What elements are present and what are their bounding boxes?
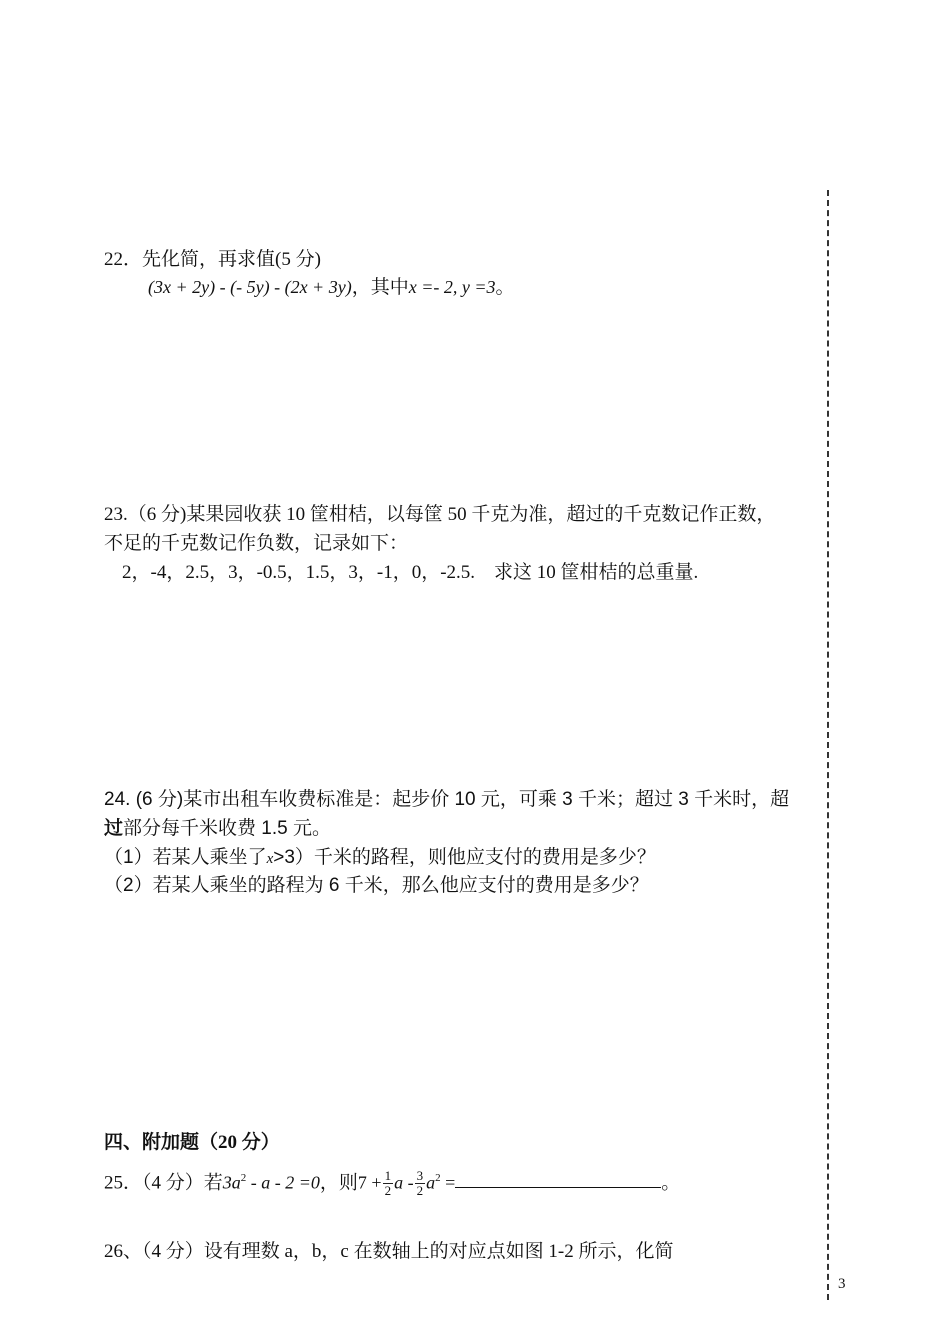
q22-expression: (3x + 2y) - (- 5y) - (2x + 3y)	[148, 277, 352, 297]
q25-frac-2-den: 2	[416, 1183, 424, 1199]
q23-line3: 2，-4，2.5，3，-0.5，1.5，3，-1，0，-2.5. 求这 10 筐柑桔的总重量.	[122, 562, 699, 583]
q26-text: 26、（4 分）设有理数 a，b，c 在数轴上的对应点如图 1-2 所示，化简	[104, 1241, 674, 1262]
q25-expr-eq: =	[440, 1172, 456, 1193]
q25-frac-1-den: 2	[384, 1183, 392, 1199]
page-number: 3	[838, 1276, 846, 1292]
section4-heading: 四、附加题（20 分）	[104, 1132, 280, 1153]
q22-expression-line	[148, 275, 514, 300]
q25-mid: ，则	[319, 1172, 358, 1194]
q22-title: 22．先化简，再求值(5 分)	[104, 249, 321, 270]
q25-frac-1-num: 1	[384, 1168, 392, 1184]
q22-mid: ，其中	[351, 277, 409, 298]
q24-sub1-post: >3）千米的路程，则他应支付的费用是多少？	[273, 847, 656, 868]
q25-line	[104, 1166, 680, 1198]
q23-line2: 不足的千克数记作负数，记录如下：	[104, 533, 409, 554]
q25-expr-c-exp: 2	[435, 1172, 441, 1184]
q24-sub2: （2）若某人乘坐的路程为 6 千米，那么他应支付的费用是多少？	[104, 875, 649, 896]
q25-answer-blank	[455, 1169, 661, 1188]
binding-margin-dashed-line	[827, 190, 829, 1300]
q25-frac-2-num: 3	[416, 1168, 424, 1184]
q25-eq-a-exp: 2	[240, 1172, 247, 1184]
q25-eq-b: - a - 2 =0	[246, 1172, 320, 1193]
q24-sub1	[104, 846, 656, 871]
q24-sub1-var: x	[266, 851, 274, 867]
q25-expr-b: a -	[394, 1172, 414, 1193]
q25-expr-c: a	[426, 1172, 436, 1193]
q24-line2-bold: 过	[104, 818, 124, 839]
q22-condition: x =- 2, y =3	[408, 277, 496, 297]
q25-pre: 25．（4 分）若	[104, 1172, 223, 1194]
q25-frac-2	[415, 1169, 426, 1198]
q24-sub1-pre: （1）若某人乘坐了	[104, 847, 267, 868]
q24-line2-rest: 部分每千米收费 1.5 元。	[123, 818, 331, 839]
q24-line1: 24. (6 分)某市出租车收费标准是：起步价 10 元，可乘 3 千米；超过 3 千米时，超	[104, 789, 790, 810]
q24-line2	[104, 817, 331, 841]
q23-line1: 23.（6 分)某果园收获 10 筐柑桔，以每筐 50 千克为准，超过的千克数记作正数，	[104, 504, 776, 525]
q25-expr-a: 7 +	[357, 1172, 382, 1193]
q22-end: 。	[495, 277, 515, 298]
q25-eq-a: 3a	[222, 1172, 241, 1193]
q25-frac-1	[383, 1169, 394, 1198]
q25-end: 。	[661, 1172, 681, 1194]
